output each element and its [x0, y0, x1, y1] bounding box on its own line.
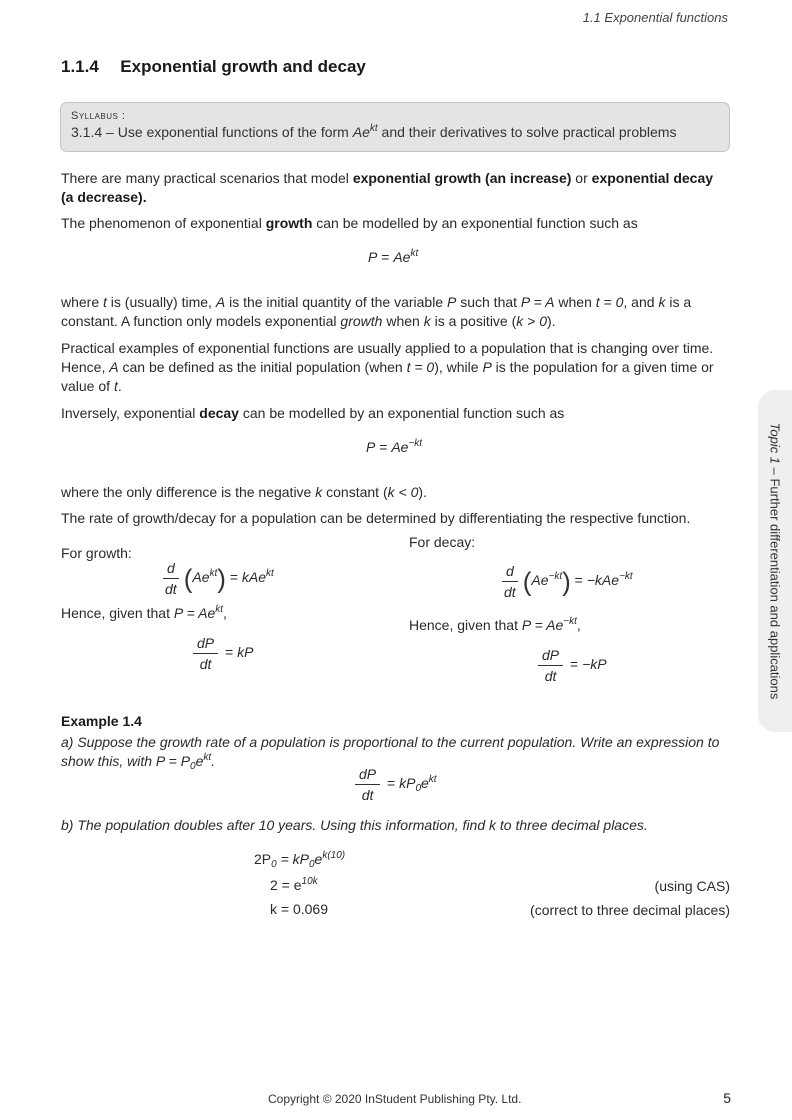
- side-tab-label: Topic 1 – Further differentiation and applications: [767, 422, 783, 700]
- section-number: 1.1.4: [61, 57, 99, 76]
- example-part-a: a) Suppose the growth rate of a population is proportional to the current population. Write an expression to show this, with $P = P_0e^{kt}$.: [61, 734, 720, 772]
- step-3: k = 0.069: [270, 901, 328, 917]
- syllabus-box: [60, 102, 730, 152]
- footer-copyright: Copyright © 2020 InStudent Publishing Pty. Ltd.: [268, 1092, 522, 1106]
- intro-paragraph: There are many practical scenarios that model exponential growth (an increase) or exponential decay (a decrease).: [61, 170, 714, 205]
- growth-equation: $P = Ae^{kt}$: [368, 248, 419, 265]
- step-1: $2P_0 = kP_0e^{k(10)}$: [254, 850, 346, 870]
- page-number: 5: [723, 1090, 731, 1106]
- decay-label: For decay:: [409, 534, 476, 550]
- syllabus-label: Syllabus :: [71, 110, 126, 122]
- decay-derivative: $\frac{d}{dt}$ $(Ae^{-kt}) = -kAe^{-kt}$: [497, 563, 633, 600]
- where-paragraph: where t is (usually) time, A is the initial quantity of the variable P such that P = A when t = 0, and k is a constant. A function only models exponential growth when k is a positive (k > 0).: [61, 294, 692, 329]
- practical-paragraph: Practical examples of exponential functions are usually applied to a population that is changing over time. Hence, A can be defined as the initial population (when t = 0), while P is the population for a given time or value of t.: [61, 340, 714, 394]
- example-title: Example 1.4: [61, 713, 142, 729]
- growth-label: For growth:: [61, 545, 132, 561]
- side-tab: [758, 390, 792, 732]
- decay-dPdt: $\frac{dP}{dt}$ = −kP: [535, 647, 607, 684]
- step-3-note: (correct to three decimal places): [530, 902, 730, 918]
- step-2-note: (using CAS): [654, 878, 730, 894]
- example-part-b: b) The population doubles after 10 years. Using this information, find k to three decimal places.: [61, 817, 648, 833]
- growth-intro: The phenomenon of exponential growth can be modelled by an exponential function such as: [61, 215, 638, 231]
- rate-line: The rate of growth/decay for a population can be determined by differentiating the respective function.: [61, 510, 691, 526]
- step-2: $2 = e^{10k}$: [270, 876, 318, 893]
- example-a-equation: $\frac{dP}{dt}$ = $kP_0e^{kt}$: [352, 766, 437, 803]
- decay-equation: $P = Ae^{-kt}$: [366, 438, 423, 455]
- decay-intro: Inversely, exponential decay can be modelled by an exponential function such as: [61, 405, 565, 421]
- syllabus-text: 3.1.4 – Use exponential functions of the form $Ae^{kt}$ and their derivatives to solve practical problems: [71, 123, 677, 140]
- negative-constant-line: where the only difference is the negative k constant (k < 0).: [61, 484, 427, 500]
- section-title: Exponential growth and decay: [120, 57, 366, 76]
- decay-hence: Hence, given that $P = Ae^{-kt}$,: [409, 616, 581, 633]
- growth-dPdt: $\frac{dP}{dt}$ = kP: [190, 635, 253, 672]
- running-header: 1.1 Exponential functions: [582, 10, 728, 25]
- growth-hence: Hence, given that $P = Ae^{kt}$,: [61, 604, 227, 621]
- growth-derivative: $\frac{d}{dt}$ $(Ae^{kt}) = kAe^{kt}$: [158, 560, 274, 597]
- section-heading: [61, 57, 366, 77]
